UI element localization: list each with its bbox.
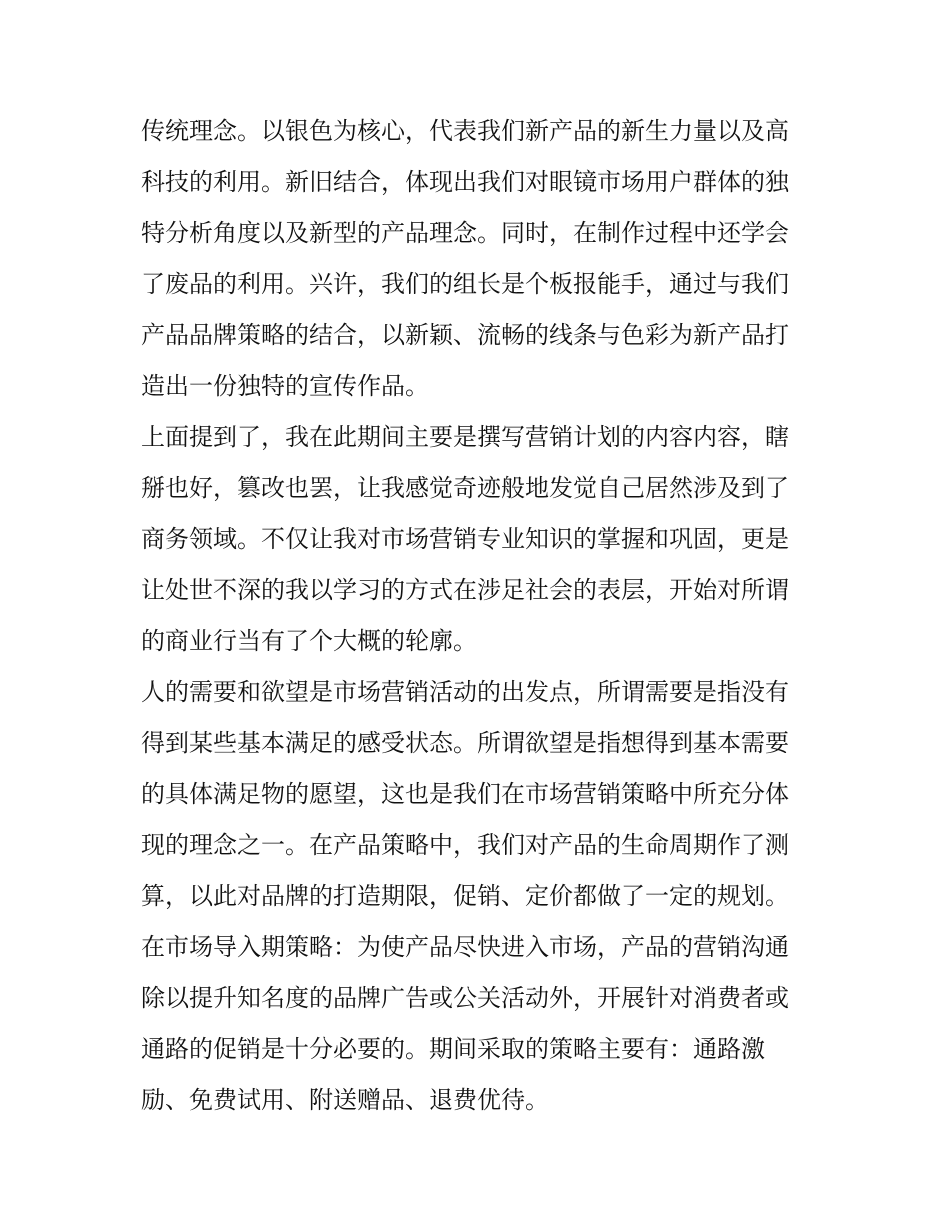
paragraph-3 xyxy=(141,667,813,922)
text-line: 掰也好，篡改也罢，让我感觉奇迹般地发觉自己居然涉及到了 xyxy=(141,474,789,502)
text-line: 在市场导入期策略：为使产品尽快进入市场，产品的营销沟通 xyxy=(141,933,789,961)
text-line: 商务领域。不仅让我对市场营销专业知识的掌握和巩固，更是 xyxy=(141,525,789,553)
text-line: 科技的利用。新旧结合，体现出我们对眼镜市场用户群体的独 xyxy=(141,168,789,196)
text-line: 通路的促销是十分必要的。期间采取的策略主要有：通路激 xyxy=(141,1035,765,1063)
text-line: 了废品的利用。兴许，我们的组长是个板报能手，通过与我们 xyxy=(141,270,789,298)
text-line: 人的需要和欲望是市场营销活动的出发点，所谓需要是指没有 xyxy=(141,678,789,706)
text-line: 励、免费试用、附送赠品、退费优待。 xyxy=(141,1086,549,1114)
text-line: 特分析角度以及新型的产品理念。同时，在制作过程中还学会 xyxy=(141,219,789,247)
text-line: 算，以此对品牌的打造期限，促销、定价都做了一定的规划。 xyxy=(141,882,789,910)
text-line: 的具体满足物的愿望，这也是我们在市场营销策略中所充分体 xyxy=(141,780,789,808)
text-line: 的商业行当有了个大概的轮廓。 xyxy=(141,627,477,655)
text-line: 现的理念之一。在产品策略中，我们对产品的生命周期作了测 xyxy=(141,831,789,859)
text-line: 得到某些基本满足的感受状态。所谓欲望是指想得到基本需要 xyxy=(141,729,789,757)
paragraph-2 xyxy=(141,412,813,667)
text-line: 产品品牌策略的结合，以新颖、流畅的线条与色彩为新产品打 xyxy=(141,321,789,349)
paragraph-4 xyxy=(141,922,813,1126)
text-line: 除以提升知名度的品牌广告或公关活动外，开展针对消费者或 xyxy=(141,984,789,1012)
paragraph-1 xyxy=(141,106,813,412)
text-line: 传统理念。以银色为核心，代表我们新产品的新生力量以及高 xyxy=(141,117,789,145)
text-line: 上面提到了，我在此期间主要是撰写营销计划的内容内容，瞎 xyxy=(141,423,789,451)
text-line: 让处世不深的我以学习的方式在涉足社会的表层，开始对所谓 xyxy=(141,576,789,604)
text-line: 造出一份独特的宣传作品。 xyxy=(141,372,429,400)
document-body xyxy=(141,106,813,1126)
